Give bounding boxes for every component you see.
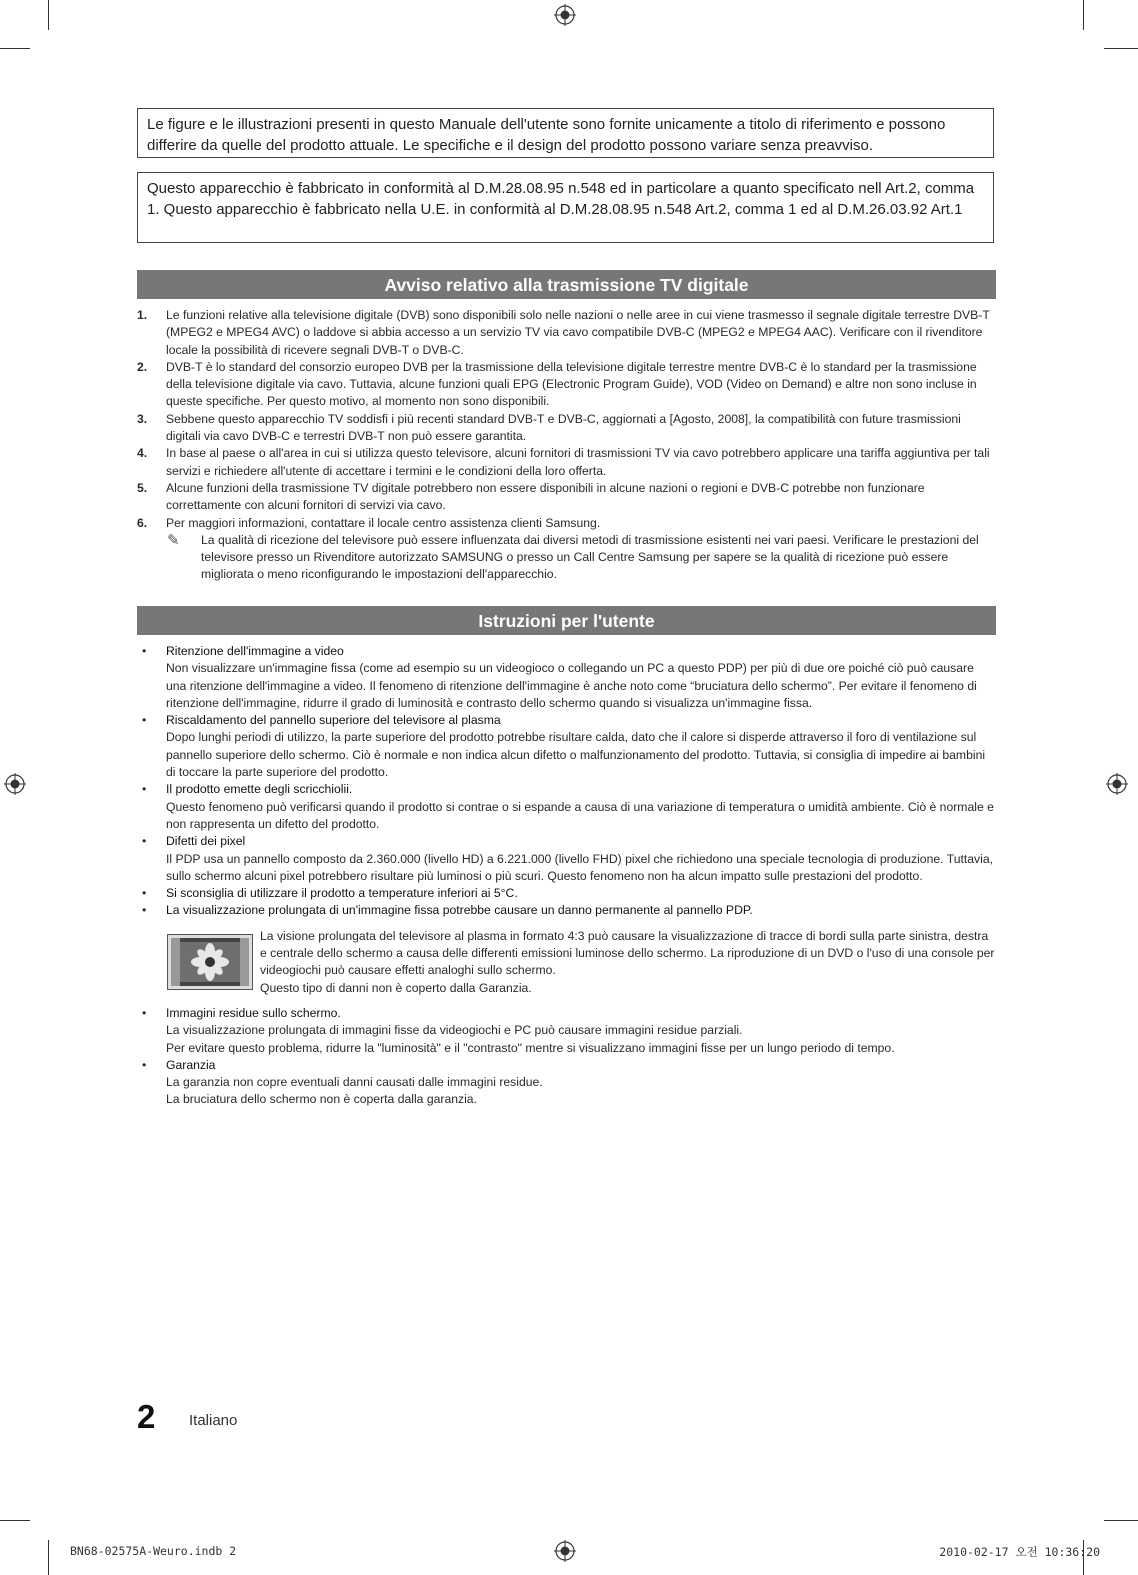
list-item — [137, 480, 996, 515]
list-item — [137, 885, 996, 902]
item-heading: Garanzia — [166, 1057, 216, 1072]
list-item — [137, 1057, 996, 1109]
item-number: 6. — [137, 515, 148, 530]
list-item — [137, 643, 996, 712]
user-bullet-list — [137, 643, 996, 1109]
crop-mark — [1083, 0, 1084, 30]
item-text: DVB-T è lo standard del consorzio europeo DVB per la trasmissione della televisione digitale terrestre mentre DVB-C è lo standard per la trasmissione della televisione digitale via cavo. Tuttavia, alcune funzioni quali EPG (Electronic Program Guide), VOD (Video on Demand) e altre non sono incluse in queste specifiche. Per questo motivo, al momento non sono disponibili. — [166, 359, 977, 409]
crop-mark — [0, 1520, 30, 1521]
bullet-icon: • — [142, 713, 147, 728]
section-header-dvb — [137, 270, 996, 299]
warranty-exclusion-text: Questo tipo di danni non è coperto dalla Garanzia. — [260, 980, 532, 995]
compliance-box — [137, 172, 994, 243]
print-slug-file: BN68-02575A-Weuro.indb 2 — [70, 1544, 237, 1558]
item-text: Per maggiori informazioni, contattare il locale centro assistenza clienti Samsung. — [166, 515, 601, 530]
list-item — [137, 445, 996, 480]
print-slug-date: 2010-02-17 오전 10:36:20 — [939, 1545, 1100, 1559]
pencil-note-icon: ✎ — [167, 531, 180, 549]
bullet-icon: • — [142, 644, 147, 658]
list-item — [137, 712, 996, 781]
page-number: 2 — [137, 1398, 156, 1435]
page-language: Italiano — [189, 1412, 238, 1429]
list-item — [137, 411, 996, 446]
image-note-text: La visione prolungata del televisore al plasma in formato 4:3 può causare la visualizzazione di tracce di bordi sulla parte sinistra, destra e centrale dello schermo a causa delle differenti emissioni luminose dello schermo. La riproduzione di un DVD o l'uso di una console per videogiochi può causare effetti analoghi sullo schermo. — [260, 928, 995, 978]
crop-mark — [1104, 1520, 1138, 1521]
item-body: Non visualizzare un'immagine fissa (come ad esempio su un videogioco o collegando un PC a questo PDP) per più di due ore poiché ciò può causare una ritenzione dell'immagine a video. Il fenomeno di ritenzione dell'immagine è anche noto come “bruciatura dello schermo”. Per evitare il fenomeno di ritenzione dell'immagine, ridurre il grado di luminosità e contrasto dello schermo quando si visualizza un'immagine fissa. — [166, 661, 977, 710]
item-body: La bruciatura dello schermo non è coperta dalla garanzia. — [166, 1092, 477, 1107]
note-text: La qualità di ricezione del televisore può essere influenzata dai diversi metodi di trasmissione esistenti nei vari paesi. Verificare le prestazioni del televisore presso un Rivenditore autorizzato SAMSUNG o presso un Call Centre Samsung per sapere se la qualità di ricezione può essere migliorata o meno riconfigurando le impostazioni dell'apparecchio. — [201, 532, 979, 582]
crop-mark — [1104, 48, 1138, 49]
image-retention-note — [137, 928, 996, 997]
reception-note — [137, 532, 996, 584]
item-heading: Si sconsiglia di utilizzare il prodotto a temperature inferiori ai 5°C. — [166, 886, 518, 901]
registration-mark-icon — [1106, 773, 1128, 795]
item-body: La visualizzazione prolungata di immagini fisse da videogiochi e PC può causare immagini residue parziali. — [166, 1023, 743, 1038]
bullet-icon: • — [142, 834, 147, 849]
list-item — [137, 307, 996, 359]
item-body: La garanzia non copre eventuali danni causati dalle immagini residue. — [166, 1075, 543, 1090]
section-title-user: Istruzioni per l'utente — [478, 611, 655, 631]
item-text: Sebbene questo apparecchio TV soddisfi i più recenti standard DVB-T e DVB-C, aggiornati a [Agosto, 2008], la compatibilità con future trasmissioni digitali via cavo DVB-C e terrestri DVB-T non può essere garantita. — [166, 411, 961, 444]
list-item — [137, 359, 996, 411]
item-body: Il PDP usa un pannello composto da 2.360.000 (livello HD) a 6.221.000 (livello FHD) pixel che richiedono una speciale tecnologia di produzione. Tuttavia, sullo schermo alcuni pixel potrebbero risultare più luminosi o più scuri. Questo fenomeno non ha alcun impatto sulle prestazioni del prodotto. — [166, 851, 993, 883]
flower-icon — [180, 942, 240, 982]
bullet-icon: • — [142, 886, 147, 901]
item-number: 4. — [137, 446, 148, 461]
registration-mark-icon — [4, 773, 26, 795]
registration-mark-icon — [554, 4, 576, 26]
compliance-text: Questo apparecchio è fabbricato in conformità al D.M.28.08.95 n.548 ed in particolare a quanto specificato nell Art.2, comma 1. Questo apparecchio è fabbricato nella U.E. in conformità al D.M.28.08.95 n.548 Art.2, comma 1 ed al D.M.26.03.92 Art.1 — [147, 180, 975, 218]
crop-mark — [48, 1540, 49, 1575]
item-heading: Ritenzione dell'immagine a video — [166, 644, 344, 658]
item-heading: Riscaldamento del pannello superiore del televisore al plasma — [166, 713, 501, 728]
item-number: 5. — [137, 480, 148, 495]
item-body: Dopo lunghi periodi di utilizzo, la parte superiore del prodotto potrebbe risultare calda, dato che il calore si disperde attraverso il foro di ventilazione sul pannello superiore dello schermo. Ciò è normale e non indica alcun difetto o malfunzionamento del prodotto. Tuttavia, si consiglia di impedire ai bambini di toccare la parte superiore del prodotto. — [166, 730, 986, 780]
item-heading: La visualizzazione prolungata di un'immagine fissa potrebbe causare un danno permanente al pannello PDP. — [166, 903, 753, 918]
list-item — [137, 515, 996, 532]
item-heading: Difetti dei pixel — [166, 834, 246, 849]
item-body: Questo fenomeno può verificarsi quando il prodotto si contrae o si espande a causa di una variazione di temperatura o umidità ambiente. Ciò è normale e non rappresenta un difetto del prodotto. — [166, 799, 994, 831]
item-body: Per evitare questo problema, ridurre la "luminosità" e il "contrasto" mentre si visualizzano immagini fisse per un lungo periodo di tempo. — [166, 1040, 895, 1055]
crop-mark — [0, 48, 30, 49]
registration-mark-icon — [554, 1540, 576, 1562]
dvb-numbered-list — [137, 307, 996, 584]
item-number: 3. — [137, 411, 148, 426]
list-item — [137, 1005, 996, 1057]
bullet-icon: • — [142, 903, 147, 918]
item-number: 1. — [137, 308, 148, 322]
item-number: 2. — [137, 359, 148, 374]
list-item — [137, 781, 996, 833]
item-text: Alcune funzioni della trasmissione TV digitale potrebbero non essere disponibili in alcune nazioni o regioni e DVB-C potrebbe non funzionare correttamente con alcuni fornitori di servizi via cavo. — [166, 480, 925, 513]
item-heading: Il prodotto emette degli scricchiolii. — [166, 782, 353, 797]
bullet-icon: • — [142, 782, 147, 797]
bullet-icon: • — [142, 1005, 147, 1020]
list-item — [137, 902, 996, 919]
item-heading: Immagini residue sullo schermo. — [166, 1005, 341, 1020]
list-item — [137, 833, 996, 885]
disclaimer-box — [137, 108, 994, 158]
tv-4-3-retention-image — [167, 934, 253, 990]
section-title-dvb: Avviso relativo alla trasmissione TV digitale — [384, 275, 749, 295]
item-text: In base al paese o all'area in cui si utilizza questo televisore, alcuni fornitori di trasmissioni TV via cavo potrebbero applicare una tariffa aggiuntiva per tali servizi e richiedere all'utente di accettare i termini e le condizioni della loro offerta. — [166, 446, 990, 478]
item-text: Le funzioni relative alla televisione digitale (DVB) sono disponibili solo nelle nazioni o nelle aree in cui viene trasmesso il segnale digitale terrestre DVB-T (MPEG2 e MPEG4 AVC) o laddove si abbia accesso a un servizio TV via cavo compatibile DVB-C (MPEG2 e MPEG4 AAC). Verificare con il rivenditore locale la possibilità di ricevere segnali DVB-T o DVB-C. — [166, 308, 990, 357]
crop-mark — [48, 0, 49, 30]
bullet-icon: • — [142, 1057, 147, 1072]
section-header-user — [137, 606, 996, 635]
disclaimer-text: Le figure e le illustrazioni presenti in questo Manuale dell'utente sono fornite unicamente a titolo di riferimento e possono differire da quelle del prodotto attuale. Le specifiche e il design del prodotto possono variare senza preavviso. — [147, 116, 946, 154]
